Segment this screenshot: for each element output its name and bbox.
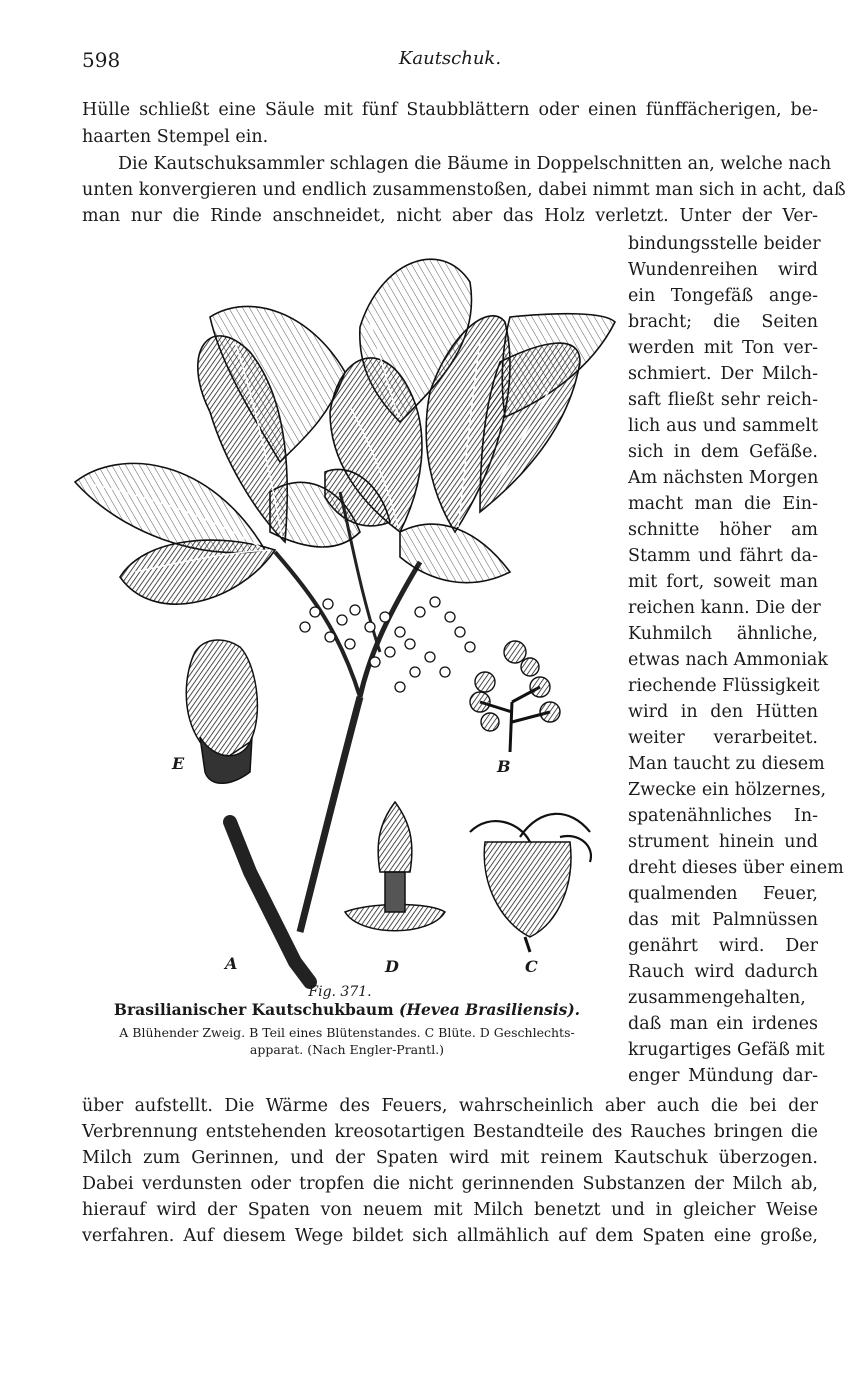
text-line: weiter verarbeitet. (628, 728, 818, 748)
text-line: Stamm und fährt da- (628, 546, 818, 566)
text-line: verfahren. Auf diesem Wege bildet sich allmählich auf dem Spaten eine große, (82, 1226, 818, 1246)
text-line: haarten Stempel ein. (82, 127, 269, 147)
figure-caption-line: apparat. (Nach Engler-Prantl.) (249, 1042, 445, 1057)
text-line: riechende Flüssigkeit (628, 676, 820, 696)
text-line: Wundenreihen wird (628, 260, 818, 280)
text-line: das mit Palmnüssen (628, 910, 818, 930)
text-line: etwas nach Ammoniak (628, 650, 828, 670)
figure-label-d: D (385, 957, 399, 976)
text-line: hierauf wird der Spaten von neuem mit Milch benetzt und in gleicher Weise (82, 1200, 818, 1220)
figure-label-b: B (497, 757, 511, 776)
figure-caption-line: A Blühender Zweig. B Teil eines Blütenstandes. C Blüte. D Geschlechts- (119, 1025, 575, 1040)
text-line: bracht; die Seiten (628, 312, 818, 332)
text-line: Milch zum Gerinnen, und der Spaten wird mit reinem Kautschuk überzogen. (82, 1148, 818, 1168)
text-line: man nur die Rinde anschneidet, nicht aber das Holz verletzt. Unter der Ver- (82, 206, 818, 226)
figure-label-c: C (525, 957, 538, 976)
text-line: Zwecke ein hölzernes, (628, 780, 827, 800)
text-line: enger Mündung dar- (628, 1066, 818, 1086)
figure-number: Fig. 371. (308, 984, 372, 1000)
text-line: Verbrennung entstehenden kreosotartigen Bestandteile des Rauches bringen die (82, 1122, 818, 1142)
figure-title-german: Brasilianischer Kautschukbaum (113, 1000, 394, 1019)
text-line: macht man die Ein- (628, 494, 818, 514)
figure-title-latin: (Hevea Brasiliensis). (399, 1000, 581, 1019)
text-line: wird in den Hütten (628, 702, 818, 722)
text-line: strument hinein und (628, 832, 818, 852)
text-line: Am nächsten Morgen (628, 468, 819, 488)
text-line: Man taucht zu diesem (628, 754, 825, 774)
text-line: Dabei verdunsten oder tropfen die nicht gerinnenden Substanzen der Milch ab, (82, 1174, 818, 1194)
rubber-tree-drawing (60, 232, 620, 992)
text-line: reichen kann. Die der (628, 598, 821, 618)
text-line: schnitte höher am (628, 520, 818, 540)
text-line: über aufstellt. Die Wärme des Feuers, wahrscheinlich aber auch die bei der (82, 1096, 818, 1116)
text-line: ein Tongefäß ange- (628, 286, 818, 306)
figure-label-e: E (172, 754, 185, 773)
page-header (82, 48, 818, 76)
text-line: genährt wird. Der (628, 936, 818, 956)
text-line: qualmenden Feuer, (628, 884, 818, 904)
text-line: Hülle schließt eine Säule mit fünf Staubblättern oder einen fünffächerigen, be- (82, 100, 818, 120)
text-line: zusammengehalten, (628, 988, 806, 1008)
text-line: unten konvergieren und endlich zusammenstoßen, dabei nimmt man sich in acht, daß (82, 180, 846, 200)
text-line: Die Kautschuksammler schlagen die Bäume in Doppelschnitten an, welche nach (118, 154, 832, 174)
text-line: spatenähnliches In- (628, 806, 818, 826)
running-head: Kautschuk. (398, 48, 502, 69)
text-line: dreht dieses über einem (628, 858, 844, 878)
text-line: bindungsstelle beider (628, 234, 821, 254)
text-line: mit fort, soweit man (628, 572, 818, 592)
text-line: daß man ein irdenes (628, 1014, 818, 1034)
text-line: werden mit Ton ver- (628, 338, 818, 358)
figure-label-a: A (225, 954, 238, 973)
text-line: saft fließt sehr reich- (628, 390, 818, 410)
text-line: lich aus und sammelt (628, 416, 818, 436)
text-line: Kuhmilch ähnliche, (628, 624, 818, 644)
text-line: schmiert. Der Milch- (628, 364, 818, 384)
text-line: krugartiges Gefäß mit (628, 1040, 825, 1060)
botanical-illustration (60, 232, 620, 992)
page-number: 598 (82, 48, 121, 72)
figure-caption-title (84, 1000, 610, 1019)
text-line: sich in dem Gefäße. (628, 442, 818, 462)
text-line: Rauch wird dadurch (628, 962, 818, 982)
